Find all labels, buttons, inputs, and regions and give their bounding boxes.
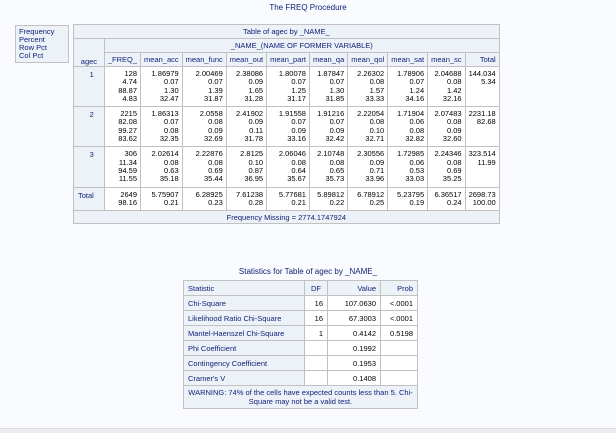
cell-value: 88.87 (118, 85, 138, 95)
cell-value: 0.63 (164, 165, 179, 175)
cell-value: 0.08 (446, 157, 462, 167)
cell-value: 1.72985 (397, 149, 425, 159)
table-row (74, 147, 500, 187)
cell-value: 98.16 (118, 197, 138, 207)
stat-df (305, 356, 328, 371)
cell-value: 0.11 (249, 125, 264, 135)
cell-value: 0.08 (446, 117, 462, 127)
table-cell (309, 147, 347, 187)
table-row (74, 107, 500, 147)
cell-value: 1.80078 (278, 69, 306, 78)
stat-df: 16 (305, 311, 328, 326)
stat-prob: 0.5198 (381, 326, 418, 341)
table-cell (267, 147, 310, 187)
stat-statistic: Cramer's V (184, 371, 305, 386)
cell-value: 1.91558 (278, 109, 306, 119)
cell-value: 2.0558 (199, 109, 223, 119)
table-cell (388, 147, 428, 187)
crosstab-table (73, 24, 500, 224)
cell-value: 1.86979 (151, 69, 179, 78)
cell-value: 1.30 (329, 85, 345, 95)
column-header: Total (465, 53, 499, 67)
cell-value: 0.09 (329, 125, 345, 135)
table-cell (226, 67, 266, 107)
cell-value: 0.08 (291, 157, 306, 167)
table-cell (309, 107, 347, 147)
row-header: 1 (74, 67, 105, 107)
table-cell (182, 67, 226, 107)
frequency-missing-note: Frequency Missing = 2774.1747924 (74, 211, 500, 224)
cell-value: 0.64 (291, 165, 306, 175)
cell-value: 2.30556 (357, 149, 385, 159)
statistics-table (183, 280, 418, 409)
cell-value: 0.23 (208, 197, 223, 207)
cell-value: 2.00469 (195, 69, 223, 78)
cell-value: 0.08 (369, 77, 385, 87)
cell-value: 144.034 (468, 69, 496, 78)
row-header: 2 (74, 107, 105, 147)
header-df: DF (305, 281, 328, 296)
table-cell (104, 187, 140, 211)
cell-value: 4.83 (122, 93, 138, 103)
cell-value: 0.08 (329, 157, 345, 167)
table-cell (104, 147, 140, 187)
table-cell (465, 107, 499, 147)
cell-value: 0.07 (291, 77, 306, 87)
cell-value: 35.25 (442, 174, 462, 184)
cell-value: 2.22876 (195, 149, 223, 159)
warning-note: WARNING: 74% of the cells have expected counts less than 5. Chi-Square may not be a valid test. (184, 386, 418, 409)
table-cell (267, 67, 310, 107)
cell-value: 0.07 (329, 117, 345, 127)
spanning-header: _NAME_(NAME OF FORMER VARIABLE) (104, 39, 499, 53)
cell-value: 32.82 (405, 134, 425, 144)
stat-df: 1 (305, 326, 328, 341)
cell-value: 100.00 (472, 197, 496, 207)
cell-value: 2649 (120, 189, 138, 199)
cell-value: 0.07 (329, 77, 345, 87)
table-cell (267, 107, 310, 147)
cell-value: 0.69 (208, 165, 223, 175)
cell-value: 2.24346 (434, 149, 462, 159)
cell-value: 2.02614 (151, 149, 179, 159)
table-cell (182, 147, 226, 187)
cell-value: 0.09 (208, 125, 223, 135)
statistics-title: Statistics for Table of agec by _NAME_ (238, 267, 378, 276)
stat-prob (381, 356, 418, 371)
procedure-title: The FREQ Procedure (269, 3, 347, 12)
cell-value: 31.28 (244, 93, 264, 103)
stat-prob: <.0001 (381, 296, 418, 311)
cell-value: 0.06 (409, 117, 425, 127)
cell-value: 2.04688 (434, 69, 462, 78)
column-header: _FREQ_ (104, 53, 140, 67)
cell-value: 1.91216 (317, 109, 345, 119)
cell-value: 5.23795 (397, 189, 425, 199)
cell-value: 31.87 (203, 93, 223, 103)
column-header: mean_sat (388, 53, 428, 67)
cell-value: 11.34 (118, 157, 138, 167)
cell-value: 32.60 (442, 134, 462, 144)
column-header: mean_sc (428, 53, 465, 67)
table-cell (465, 67, 499, 107)
stat-df (305, 341, 328, 356)
cell-value: 0.06 (409, 157, 425, 167)
table-cell (465, 147, 499, 187)
cell-value: 2231.18 (468, 109, 496, 119)
stat-value: 107.0630 (328, 296, 381, 311)
cell-value: 94.59 (118, 165, 138, 175)
cell-value: 0.08 (369, 117, 385, 127)
cell-value: 0.53 (409, 165, 425, 175)
cell-contents-legend (15, 25, 69, 63)
stat-prob: <.0001 (381, 311, 418, 326)
cell-value: 1.42 (446, 85, 462, 95)
statistics-row (184, 356, 418, 371)
table-cell (388, 67, 428, 107)
cell-value: 128 (124, 69, 138, 78)
cell-value: 2.10748 (317, 149, 345, 159)
cell-value: 1.57 (369, 85, 385, 95)
cell-value: 33.33 (365, 93, 385, 103)
cell-value: 1.65 (248, 85, 264, 95)
header-prob: Prob (381, 281, 418, 296)
cell-value: 306 (124, 149, 138, 159)
table-cell (267, 187, 310, 211)
cell-value: 5.34 (481, 77, 496, 87)
cell-value: 0.09 (446, 125, 462, 135)
legend-item: Row Pct (19, 43, 47, 52)
stat-prob (381, 341, 418, 356)
bottom-border (0, 428, 616, 433)
cell-value: 1.30 (164, 85, 179, 95)
table-cell (182, 107, 226, 147)
stat-df: 16 (305, 296, 328, 311)
cell-value: 5.89812 (317, 189, 345, 199)
table-cell (348, 187, 388, 211)
cell-value: 2.22054 (357, 109, 385, 119)
header-value: Value (328, 281, 381, 296)
cell-value: 99.27 (118, 125, 138, 135)
cell-value: 0.21 (291, 197, 306, 207)
table-cell (226, 187, 266, 211)
cell-value: 32.47 (159, 93, 179, 103)
cell-value: 0.08 (164, 157, 179, 167)
cell-value: 0.07 (164, 77, 179, 87)
cell-value: 0.07 (164, 117, 179, 127)
table-cell (348, 147, 388, 187)
cell-value: 0.21 (164, 197, 179, 207)
cell-value: 83.62 (118, 134, 138, 144)
table-cell (309, 67, 347, 107)
cell-value: 0.08 (409, 125, 425, 135)
cell-value: 2.38086 (235, 69, 264, 78)
stat-value: 0.4142 (328, 326, 381, 341)
stat-statistic: Likelihood Ratio Chi-Square (184, 311, 305, 326)
table-cell (141, 107, 183, 147)
cell-value: 1.86313 (151, 109, 179, 119)
table-cell (428, 67, 465, 107)
cell-value: 0.08 (208, 117, 223, 127)
cell-value: 1.71904 (397, 109, 425, 119)
cell-value: 32.71 (365, 134, 385, 144)
table-cell (388, 187, 428, 211)
statistics-row (184, 341, 418, 356)
cell-value: 1.24 (409, 85, 425, 95)
table-cell (226, 107, 266, 147)
table-cell (226, 147, 266, 187)
cell-value: 0.10 (248, 157, 264, 167)
cell-value: 0.08 (208, 157, 223, 167)
cell-value: 82.08 (118, 117, 138, 127)
cell-value: 0.69 (446, 165, 462, 175)
cell-value: 6.78912 (357, 189, 385, 199)
column-header: mean_acc (141, 53, 183, 67)
table-row (74, 67, 500, 107)
cell-value: 1.39 (208, 85, 223, 95)
cell-value: 0.19 (409, 197, 425, 207)
table-cell (309, 187, 347, 211)
cell-value: 0.08 (446, 77, 462, 87)
statistics-row (184, 296, 418, 311)
statistics-row (184, 311, 418, 326)
stat-value: 0.1992 (328, 341, 381, 356)
column-header: mean_qol (348, 53, 388, 67)
row-header: Total (74, 187, 105, 211)
cell-value: 35.73 (325, 174, 345, 184)
cell-value: 0.10 (369, 125, 385, 135)
table-cell (428, 107, 465, 147)
cell-value: 2.06046 (278, 149, 306, 159)
legend-item: Percent (19, 35, 45, 44)
cell-value: 35.18 (159, 174, 179, 184)
column-header: mean_out (226, 53, 266, 67)
stat-value: 0.1408 (328, 371, 381, 386)
cell-value: 5.77681 (278, 189, 306, 199)
table-cell (465, 187, 499, 211)
cell-value: 1.87847 (317, 69, 345, 78)
stat-statistic: Mantel-Haenszel Chi-Square (184, 326, 305, 341)
row-var-header: agec (74, 39, 105, 67)
row-header: 3 (74, 147, 105, 187)
table-cell (141, 67, 183, 107)
cell-value: 2.41902 (235, 109, 264, 119)
cell-value: 7.61238 (235, 189, 264, 199)
cell-value: 0.09 (369, 157, 385, 167)
cell-value: 0.07 (291, 117, 306, 127)
cell-value: 32.35 (159, 134, 179, 144)
cell-value: 0.07 (409, 77, 425, 87)
cell-value: 1.78906 (397, 69, 425, 78)
cell-value: 2.8125 (240, 149, 264, 159)
cell-value: 33.96 (365, 174, 385, 184)
cell-value: 33.16 (287, 134, 306, 144)
stat-prob (381, 371, 418, 386)
cell-value: 36.95 (244, 174, 264, 184)
crosstab-title: Table of agec by _NAME_ (74, 25, 500, 39)
cell-value: 0.09 (291, 125, 306, 135)
table-cell (104, 67, 140, 107)
table-cell (428, 147, 465, 187)
cell-value: 0.22 (329, 197, 345, 207)
cell-value: 35.44 (203, 174, 223, 184)
cell-value: 32.69 (203, 134, 223, 144)
cell-value: 32.42 (325, 134, 345, 144)
table-row (74, 187, 500, 211)
cell-value: 2698.73 (468, 189, 496, 199)
table-cell (104, 107, 140, 147)
legend-item: Frequency (19, 27, 55, 36)
table-cell (348, 67, 388, 107)
cell-value: 1.25 (291, 85, 306, 95)
cell-value: 2.26302 (357, 69, 385, 78)
table-cell (388, 107, 428, 147)
statistics-row (184, 326, 418, 341)
stat-statistic: Phi Coefficient (184, 341, 305, 356)
stat-value: 0.1953 (328, 356, 381, 371)
cell-value: 31.85 (325, 93, 345, 103)
column-header: mean_part (267, 53, 310, 67)
cell-value: 0.09 (248, 117, 264, 127)
table-cell (348, 107, 388, 147)
cell-value: 6.28925 (195, 189, 223, 199)
cell-value: 6.36517 (434, 189, 462, 199)
cell-value: 11.55 (118, 174, 138, 184)
table-cell (141, 147, 183, 187)
header-statistic: Statistic (184, 281, 305, 296)
cell-value: 32.16 (442, 93, 462, 103)
table-cell (428, 187, 465, 211)
cell-value: 323.514 (468, 149, 496, 159)
stat-statistic: Contingency Coefficient (184, 356, 305, 371)
cell-value: 2.07483 (434, 109, 462, 119)
cell-value: 0.65 (329, 165, 345, 175)
cell-value: 33.03 (405, 174, 425, 184)
table-cell (141, 187, 183, 211)
column-header: mean_func (182, 53, 226, 67)
legend-item: Col Pct (19, 51, 44, 60)
cell-value: 0.71 (369, 165, 385, 175)
cell-value: 0.07 (208, 77, 223, 87)
cell-value: 2215 (120, 109, 138, 119)
cell-value: 5.75907 (151, 189, 179, 199)
table-cell (182, 187, 226, 211)
cell-value: 0.28 (248, 197, 264, 207)
cell-value: 11.99 (477, 157, 496, 167)
cell-value: 31.78 (244, 134, 264, 144)
stat-df (305, 371, 328, 386)
cell-value: 31.17 (287, 93, 306, 103)
cell-value: 0.87 (248, 165, 264, 175)
cell-value: 0.24 (446, 197, 462, 207)
stat-statistic: Chi-Square (184, 296, 305, 311)
cell-value: 4.74 (122, 77, 138, 87)
statistics-row (184, 371, 418, 386)
cell-value: 35.67 (287, 174, 306, 184)
cell-value: 34.16 (405, 93, 425, 103)
cell-value: 82.68 (476, 117, 496, 127)
column-header: mean_qa (309, 53, 347, 67)
cell-value: 0.09 (248, 77, 264, 87)
cell-value: 0.08 (164, 125, 179, 135)
stat-value: 67.3003 (328, 311, 381, 326)
cell-value: 0.25 (369, 197, 385, 207)
